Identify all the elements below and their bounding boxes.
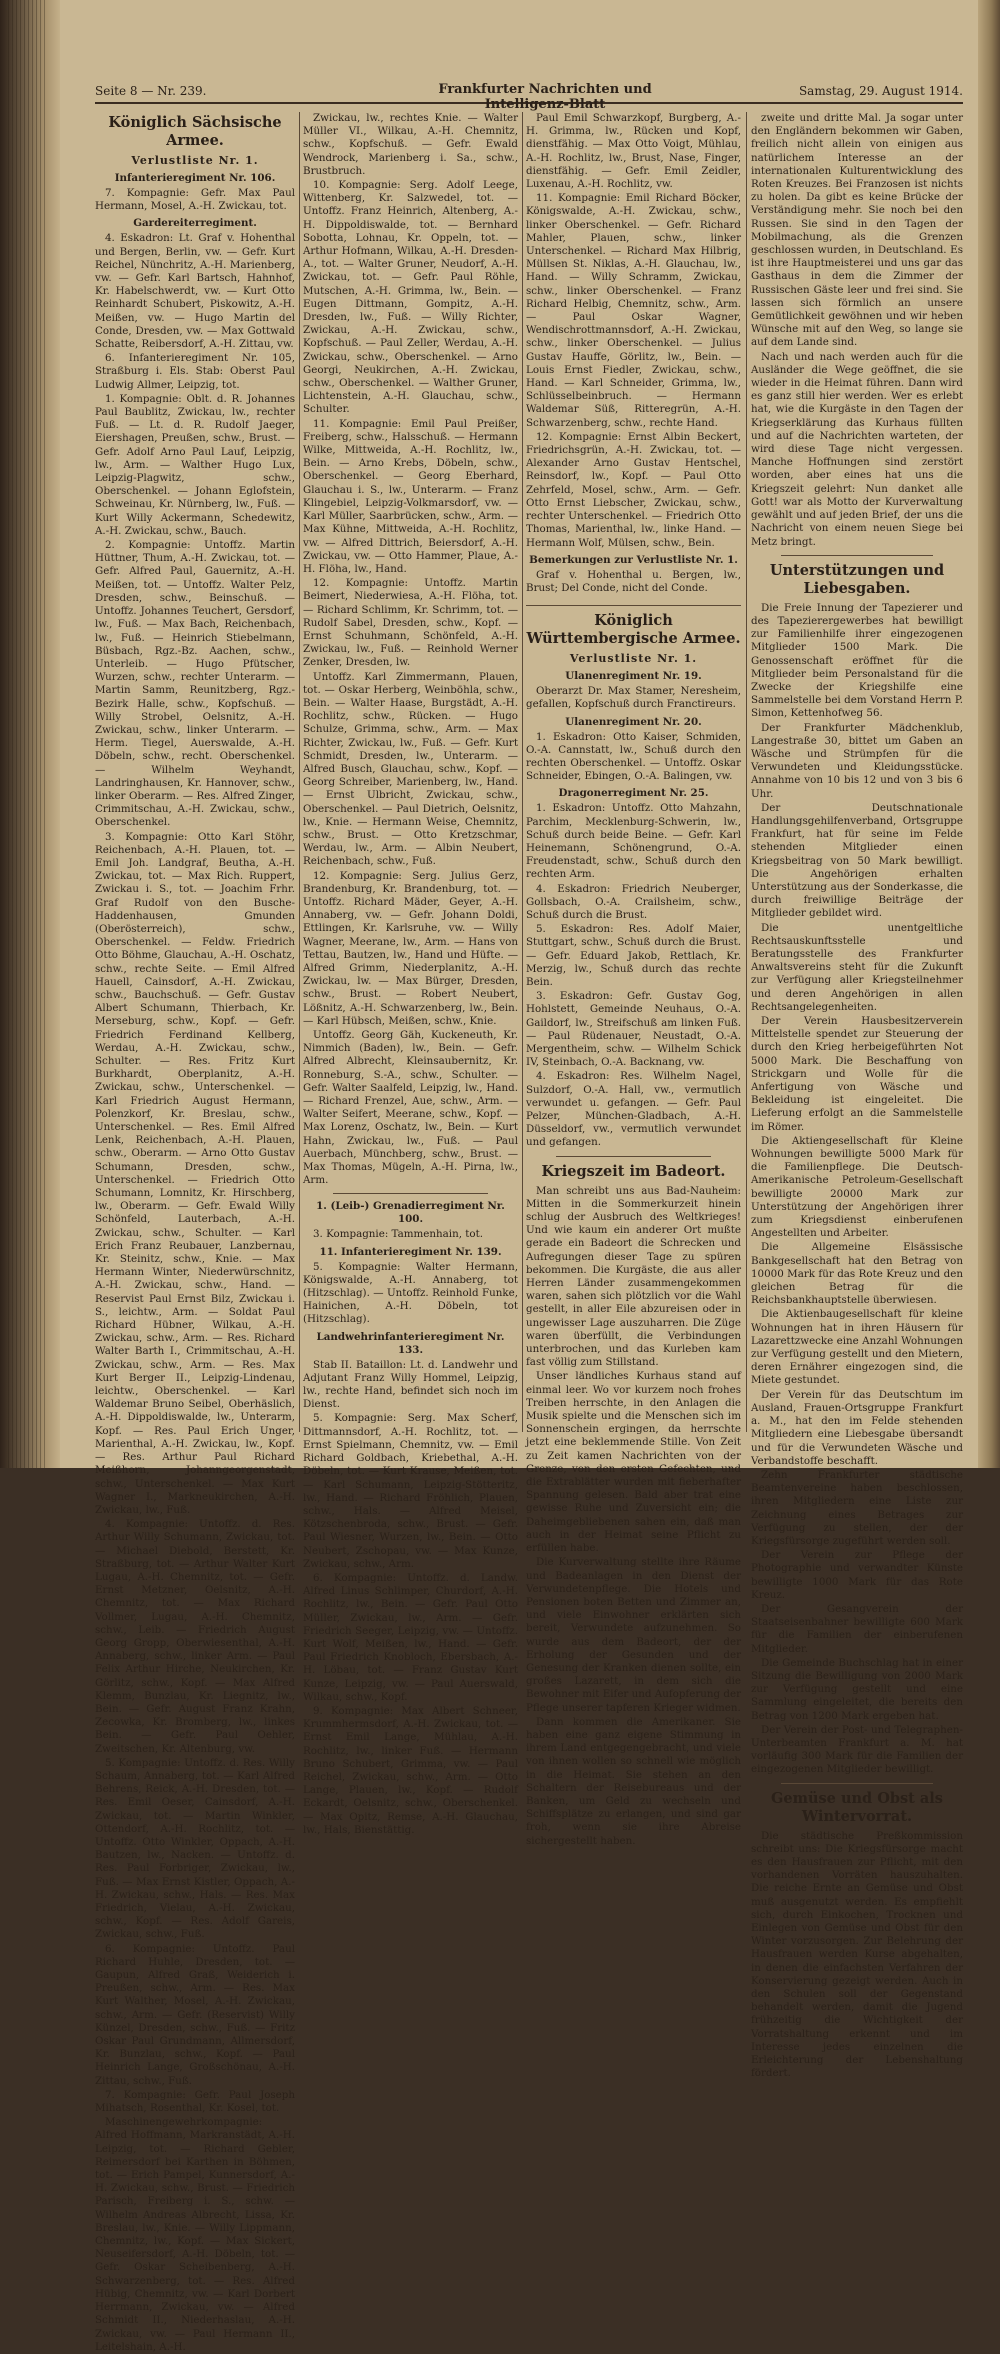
casualty-entry: 10. Kompagnie: Serg. Adolf Leege, Wittenberg, Kr. Salzwedel, tot. — Untoffz. Franz Heinrich, Altenberg, A.-H. Dippoldiswalde, tot. — Bernhard Sobotta, Lohnau, Kr. Oppeln, tot. — Arthur Hofmann, Wilkau, A.-H. Dresden-A., tot. — Walter Gruner, Neudorf, A.-H. Zwickau, tot. — Gefr. Paul Röhle, Mutschen, A.-H. Grimma, lw., Bein. — Eugen Dittmann, Gompitz, A.-H. Dresden, lw., Fuß. — Willy Richter, Zwickau, A.-H. Zwickau, schw., Kopfschuß. — Paul Zeller, Werdau, A.-H. Zwickau, schw., Oberschenkel. — Arno Georgi, Neukirchen, A.-H. Zwickau, schw., Oberschenkel. — Walther Gruner, Lichtenstein, A.-H. Glauchau, schw., Schulter.	[303, 179, 518, 416]
article-paragraph: Nach und nach werden auch für die Ausländer die Wege geöffnet, die sie wieder in die Heimat führen. Dann wird es ganz still hier werden. Wer es erlebt hat, wie die Kurgäste in den Tagen der Kriegserklärung das Kurhaus füllten und auf die Nachrichten warteten, der wird diese Tage nicht vergessen. Manche Hoffnungen sind zerstört worden, aber eines hat uns die Kriegszeit gelehrt: Nun danket alle Gott! war als Motto der Kurverwaltung gewählt und auf jeden Brief, der uns die Nachricht von einem neuen Siege bei Metz bringt.	[751, 350, 963, 548]
section-title: Königlich Württembergische Armee.	[526, 605, 741, 648]
article-paragraph: Die Kurverwaltung stellte ihre Räume und Badeanlagen in den Dienst der Verwundetenpflege. Die Hotels und Pensionen boten Betten und Zimmer an, und viele Einwohner erklärten sich bereit, Verwundete aufzunehmen. So wurde aus dem Badeort, der der Erholung der Gesunden und der Genesung der Kranken dienen sollte, ein großes Lazarett, in dem sich die Bewohner mit Eifer und Aufopferung der Pflege unserer tapferen Krieger widmen.	[526, 1556, 741, 1714]
article-paragraph: Die städtische Preßkommission schreibt uns: Die Kriegsfürsorge macht es den Hausfrauen zur Pflicht, mit den vorhandenen Vorräten hauszuhalten. Die reiche Ernte an Gemüse und Obst muß ausgenutzt werden. Es empfiehlt sich, durch Einkochen, Trocknen und Einlegen von Gemüse und Obst für den Winter vorzusorgen. Zur Belehrung der Hausfrauen werden Kurse abgehalten, in denen die einfachsten Verfahren der Konservierung gezeigt werden. Auch in den Schulen soll der Gegenstand behandelt werden, damit die Jugend frühzeitig die Wichtigkeit der Vorratshaltung erkennt und im Interesse jedes einzelnen die Erleichterung der Lebenshaltung fördert.	[751, 1829, 963, 2080]
divider	[781, 555, 933, 556]
article-paragraph: Der Verein für das Deutschtum im Ausland, Frauen-Ortsgruppe Frankfurt a. M., hat den im Felde stehenden Mitgliedern eine Liebesgabe übersandt und für die Verwundeten Wäsche und Verbandstoffe beschafft.	[751, 1388, 963, 1467]
divider	[556, 1156, 711, 1157]
casualty-entry: 5. Kompagnie: Untoffz. d. Res. Willy Schaum, Annaberg, tot. — Karl Alfred Behrens, Reick, A.-H. Dresden, tot. — Res. Emil Oeser, Cainsdorf, A.-H. Zwickau, tot. — Martin Winkler, Ottendorf, A.-H. Rochlitz, tot. — Untoffz. Otto Winkler, Oppach, A.-H. Bautzen, lw., Nacken. — Untoffz. d. Res. Paul Forbriger, Zwickau, lw., Fuß. — Max Ernst Kistler, Oppach, A.-H. Zwickau, schw., Hals. — Res. Max Friedrich, Vielau, A.-H. Zwickau, schw., Kopf. — Res. Adolf Gareis, Zwickau, schw., Fuß.	[95, 1756, 295, 1941]
casualty-entry: Stab II. Bataillon: Lt. d. Landwehr und Adjutant Franz Willy Hommel, Leipzig, lw., rechte Hand, befindet sich noch im Dienst.	[303, 1358, 518, 1411]
casualty-entry: 1. Eskadron: Otto Kaiser, Schmiden, O.-A. Cannstatt, lw., Schuß durch den rechten Oberschenkel. — Untoffz. Oskar Schneider, Ebingen, O.-A. Balingen, vw.	[526, 730, 741, 783]
casualty-entry: 6. Infanterieregiment Nr. 105, Straßburg i. Els. Stab: Oberst Paul Ludwig Allmer, Leipzig, tot.	[95, 352, 295, 391]
casualty-entry: 11. Kompagnie: Emil Paul Preißer, Freiberg, schw., Halsschuß. — Hermann Wilke, Mittweida, A.-H. Rochlitz, lw., Bein. — Arno Krebs, Döbeln, schw., Oberschenkel. — Georg Eberhard, Glauchau i. S., lw., Unterarm. — Franz Klingebiel, Leipzig-Volkmarsdorf, vw. — Karl Müller, Saarbrücken, schw., Arm. — Max Kühne, Mittweida, A.-H. Rochlitz, vw. — Alfred Dittrich, Beiersdorf, A.-H. Zwickau, vw. — Otto Hammer, Plaue, A.-H. Flöha, lw., Hand.	[303, 417, 518, 575]
casualty-entry: 12. Kompagnie: Ernst Albin Beckert, Friedrichsgrün, A.-H. Zwickau, tot. — Alexander Arno Gustav Hentschel, Reinsdorf, lw., Kopf. — Paul Otto Zehrfeld, Mosel, schw., Arm. — Gefr. Otto Ernst Liebscher, Zwickau, schw., rechter Unterschenkel. — Friedrich Otto Thomas, Marienthal, lw., linke Hand. — Hermann Wolf, Mülsen, schw., Bein.	[526, 430, 741, 549]
newspaper-title: Frankfurter Nachrichten und Intelligenz-Blatt	[438, 82, 652, 112]
article-title: Kriegszeit im Badeort.	[541, 1162, 726, 1180]
article-paragraph: Die Aktienbaugesellschaft für kleine Wohnungen hat in ihren Häusern für Lazarettzwecke eine Anzahl Wohnungen zur Verfügung gestellt und den Mietern, deren Ernährer eingezogen sind, die Miete gestundet.	[751, 1308, 963, 1387]
casualty-entry: 12. Kompagnie: Untoffz. Martin Beimert, Niederwiesa, A.-H. Flöha, tot. — Richard Schlimm, Kr. Schrimm, tot. — Rudolf Sabel, Dresden, schw., Kopf. — Ernst Schuhmann, Schönfeld, A.-H. Zwickau, lw., Fuß. — Reinhold Werner Zenker, Dresden, lw.	[303, 577, 518, 669]
casualty-entry: 4. Kompagnie: Untoffz. d. Res. Arthur Willy Schumann, Zwickau, tot. — Michael Diebold, Berstett, Kr. Straßburg, tot. — Arthur Walter Kurt Lugau, A.-H. Chemnitz, tot. — Gefr. Ernst Metzner, Oelsnitz, A.-H. Chemnitz, tot. — Max Richard Vollmer, Lugau, A.-H. Chemnitz, schw., Leib. — Friedrich August Georg Gropp, Oberwiesenthal, A.-H. Annaberg, schw., linker Arm. — Paul Felix Arthur Hirche, Neukirchen, Kr. Görlitz, schw., Kopf. — Max Alfred Klemm, Bunzlau, Kr. Liegnitz, lw., Bein. — Gefr. August Franz Krahn, Zecowka, Kr. Bromberg, lw., linkes Bein. — Gefr. Paul Oehler, Zweitschen, Kr. Altenburg, vw.	[95, 1518, 295, 1755]
column-3	[526, 112, 741, 1847]
casualty-entry: Paul Emil Schwarzkopf, Burgberg, A.-H. Grimma, lw., Rücken und Kopf, dienstfähig. — Max Otto Voigt, Mühlau, A.-H. Rochlitz, lw., Brust, Nase, Finger, dienstfähig. — Gefr. Emil Zeidler, Luxenau, A.-H. Rochlitz, vw.	[526, 112, 741, 191]
casualty-entry: 7. Kompagnie: Gefr. Paul Joseph Mihatsch, Rosenthal, Kr. Kosel, tot.	[95, 2088, 295, 2115]
regiment-heading: 11. Infanterieregiment Nr. 139.	[319, 1245, 502, 1258]
casualty-entry: 1. Kompagnie: Oblt. d. R. Johannes Paul Baublitz, Zwickau, lw., rechter Fuß. — Lt. d. R. Rudolf Jaeger, Eiershagen, Preußen, schw., Brust. — Gefr. Adolf Arno Paul Lauf, Leipzig, lw., Arm. — Walther Hugo Lux, Leipzig-Plagwitz, schw., Oberschenkel. — Johann Eglofstein, Schweinau, Kr. Nürnberg, lw., Fuß. — Kurt Willy Ackermann, Schedewitz, A.-H. Zwickau, schw., Bauch.	[95, 392, 295, 537]
casualty-entry: Untoffz. Karl Zimmermann, Plauen, tot. — Oskar Herberg, Weinböhla, schw., Bein. — Walter Haase, Burgstädt, A.-H. Rochlitz, schw., Rücken. — Hugo Schulze, Grimma, schw., Arm. — Max Richter, Zwickau, lw., Fuß. — Gefr. Kurt Schmidt, Dresden, lw., Unterarm. — Alfred Busch, Glauchau, schw., Kopf. — Georg Schreiber, Marienberg, lw., Hand. — Ernst Ulbricht, Zwickau, schw., Oberschenkel. — Paul Dietrich, Oelsnitz, lw., Knie. — Hermann Weise, Chemnitz, schw., Brust. — Otto Kretzschmar, Werdau, lw., Arm. — Albin Neubert, Reichenbach, schw., Fuß.	[303, 670, 518, 868]
column-4	[751, 112, 963, 2080]
casualty-entry: 6. Kompagnie: Untoffz. d. Landw. Alfred Linus Schlimper, Churdorf, A.-H. Rochlitz, lw., Bein. — Gefr. Paul Otto Müller, Zwickau, lw., Arm. — Gefr. Friedrich Seeger, Leipzig, vw. — Untoffz. Kurt Wolf, Meißen, lw., Hand. — Gefr. Paul Friedrich Knobloch, Ebersbach, A.-H. Löbau, tot. — Franz Gustav Kurt Kunze, Leipzig, vw. — Paul Auerswald, Wilkau, schw., Kopf.	[303, 1571, 518, 1703]
page-number: Seite 8 — Nr. 239.	[95, 84, 207, 98]
casualty-entry: 3. Eskadron: Gefr. Gustav Gog, Hohlstett, Gemeinde Neuhaus, O.-A. Gaildorf, lw., Streifschuß am linken Fuß. — Paul Rüdenauer, Neustadt, O.-A. Mergentheim, schw. — Wilhelm Schick IV, Steinbach, O.-A. Backnang, vw.	[526, 990, 741, 1069]
regiment-heading: Infanterieregiment Nr. 106.	[114, 172, 276, 184]
casualty-entry: 4. Eskadron: Lt. Graf v. Hohenthal und Bergen, Berlin, vw. — Gefr. Kurt Reichel, Nünchritz, A.-H. Marienberg, vw. — Gefr. Karl Bartsch, Hahnhof, Kr. Habelschwerdt, vw. — Kurt Otto Reinhardt Schubert, Piskowitz, A.-H. Meißen, vw. — Hugo Martin del Conde, Dresden, vw. — Max Gottwald Schatte, Reibersdorf, A.-H. Zittau, vw.	[95, 232, 295, 351]
casualty-entry: 3. Kompagnie: Tammenhain, tot.	[313, 1228, 484, 1241]
casualty-entry: 11. Kompagnie: Emil Richard Böcker, Königswalde, A.-H. Zwickau, schw., linker Oberschenkel. — Gefr. Richard Mahler, Plauen, schw., linker Unterschenkel. — Richard Max Hilbrig, Müllsen St. Niklas, A.-H. Glauchau, lw., Hand. — Willy Schramm, Zwickau, schw., linker Oberschenkel. — Franz Richard Helbig, Chemnitz, schw., Arm. — Paul Oskar Wagner, Wendischrottmannsdorf, A.-H. Zwickau, schw., linker Oberschenkel. — Julius Gustav Hauffe, Görlitz, lw., Bein. — Louis Ernst Fiedler, Zwickau, schw., Hand. — Karl Schneider, Grimma, lw., Schlüsselbeinbruch. — Hermann Waldemar Süß, Ritteregrün, A.-H. Schwarzenberg, schw., rechte Hand.	[526, 192, 741, 429]
column-1	[95, 112, 295, 2353]
regiment-heading: Ulanenregiment Nr. 19.	[565, 670, 702, 683]
regiment-heading: 1. (Leib-) Grenadierregiment Nr. 100.	[316, 1200, 505, 1226]
article-paragraph: Die unentgeltliche Rechtsauskunftsstelle und Beratungsstelle des Frankfurter Anwaltsvereins steht für die Zukunft zur Verfügung aller Kriegsteilnehmer und deren Angehörigen in allen Rechtsangelegenheiten.	[751, 921, 963, 1013]
casualty-entry: 6. Kompagnie: Untoffz. Paul Richard Huhle, Dresden, tot. — Gaupun, Alfred Graß, Weiderich i. Preußen, schw., Arm. — Res. Max Kurt Walther, Mosel, A.-H. Zwickau, schw., Arm. — Gefr. (Reservist) Willy Künzel, Dresden, schw., Fuß. — Fritz Oskar Paul Grundmann, Allmersdorf, Kr. Bunzlau, schw., Kopf. — Paul Heinrich Lange, Großschönau, A.-H. Zittau, schw., Fuß.	[95, 1942, 295, 2087]
regiment-heading: Ulanenregiment Nr. 20.	[565, 715, 702, 728]
section-subtitle: Verlustliste Nr. 1.	[569, 652, 698, 666]
casualty-entry: 5. Kompagnie: Serg. Max Scherf, Dittmannsdorf, A.-H. Rochlitz, tot. — Ernst Spielmann, Chemnitz, vw. — Emil Richard Goldbach, Kriebethal, A.-H. Döbeln, tot. — Kurt Krause, Meißen, tot. — Karl Schumann, Leipzig-Stötteritz, lw., Hand. — Richard Fröhlich, Plauen, schw., Hals. — Alfred Meisel, Kötzschenbroda, schw., Brust. — Gefr. Paul Wiesner, Wurzen, lw., Bein. — Otto Neubert, Zschopau, vw. — Max Kunze, Zwickau, schw., Arm.	[303, 1412, 518, 1570]
column-2	[303, 112, 518, 1836]
casualty-entry: Zwickau, lw., rechtes Knie. — Walter Müller VI., Wilkau, A.-H. Chemnitz, schw., Kopfschuß. — Gefr. Ewald Wendrock, Marienberg i. Sa., schw., Brustbruch.	[303, 112, 518, 177]
article-title: Gemüse und Obst als Wintervorrat.	[771, 1789, 943, 1825]
column-separator	[522, 112, 523, 1432]
casualty-entry: 1. Eskadron: Untoffz. Otto Mahzahn, Parchim, Mecklenburg-Schwerin, lw., Schuß durch beide Beine. — Gefr. Karl Heinemann, Schönengrund, O.-A. Freudenstadt, schw., Schuß durch den rechten Arm.	[526, 802, 741, 881]
column-separator	[746, 112, 747, 1432]
divider	[781, 1783, 933, 1784]
casualty-entry: 5. Eskadron: Res. Adolf Maier, Stuttgart, schw., Schuß durch die Brust. — Gefr. Eduard Jakob, Rettlach, Kr. Merzig, lw., Schuß durch das rechte Bein.	[526, 923, 741, 988]
article-paragraph: zweite und dritte Mal. Ja sogar unter den Engländern bekommen wir Gaben, freilich nicht allein von einigen aus natürlichem Interesse an der internationalen Kulturentwicklung des Roten Kreuzes. Bei Franzosen ist nichts zu holen. Da gibt es keine Brücke der Verständigung mehr. Sie noch bei den Russen. Sie sind in den Tagen der Mobilmachung, als die Grenzen geschlossen wurden, in Deutschland. Es ist ihre Hauptmeisterei und uns gar das Gasthaus in dem die Zimmer der Russischen Gäste leer und frei sind. Sie lassen sich förmlich an unsere Gemütlichkeit gewöhnen und wir heben Wünsche mit auf den Weg, so lange sie auf dem Lande sind.	[751, 112, 963, 349]
binding-page-edges	[8, 0, 48, 1468]
casualty-entry: Oberarzt Dr. Max Stamer, Neresheim, gefallen, Kopfschuß durch Franctireurs.	[526, 685, 741, 711]
article-paragraph: Die Aktiengesellschaft für Kleine Wohnungen bewilligte 5000 Mark für die Familienpflege. Die Deutsch-Amerikanische Petroleum-Gesellschaft bewilligte 20000 Mark zur Unterstützung der Angehörigen ihrer zum Kriegsdienst einberufenen Angestellten und Arbeiter.	[751, 1134, 963, 1240]
section-title: Königlich Sächsische Armee.	[108, 114, 282, 149]
casualty-entry: 4. Eskadron: Friedrich Neuberger, Gollsbach, O.-A. Crailsheim, schw., Schuß durch die Brust.	[526, 882, 741, 921]
page-header	[95, 80, 963, 112]
article-paragraph: Die Allgemeine Elsässische Bankgesellschaft hat den Betrag von 10000 Mark für das Rote Kreuz und den gleichen Betrag für die Reichsbankhauptstelle überwiesen.	[751, 1241, 963, 1307]
casualty-entry: Untoffz. Georg Gäh, Kuckeneuth, Kr. Nimmich (Baden), lw., Bein. — Gefr. Alfred Albrecht, Kleinsaubernitz, Kr. Ronneburg, S.-A., schw., Schulter. — Gefr. Walter Saalfeld, Leipzig, lw., Hand. — Richard Frenzel, Aue, schw., Arm. — Walter Seifert, Meerane, schw., Kopf. — Max Lorenz, Oschatz, lw., Bein. — Kurt Hahn, Zwickau, lw., Fuß. — Paul Auerbach, Münchberg, schw., Brust. — Max Thomas, Mügeln, A.-H. Pirna, lw., Arm.	[303, 1029, 518, 1187]
section-subtitle: Verlustliste Nr. 1.	[131, 154, 259, 167]
article-paragraph: Die Gemeinde Buchschlag hat in einer Sitzung die Bewilligung von 2000 Mark zur Verfügung gestellt und eine Sammlung eingeleitet, die bereits den Betrag von 1200 Mark ergeben hat.	[751, 1656, 963, 1722]
column-separator	[299, 112, 300, 1432]
article-paragraph: Der Deutschnationale Handlungsgehilfenverband, Ortsgruppe Frankfurt, hat für seine im Felde stehenden Mitglieder einen Kriegsbeitrag von 50 Mark bewilligt. Die Angehörigen erhalten Unterstützung aus der Sonderkasse, die durch freiwillige Beiträge der Mitglieder gebildet wird.	[751, 801, 963, 920]
casualty-entry: Maschinengewehrkompagnie: Alfred Hoffmann, Markranstädt, A.-H. Leipzig, tot. — Richard Gebler, Reimersdorf bei Karthen in Böhmen, tot. — Erich Pampel, Kunnersdorf, A.-H. Zwickau, schw., Brust. — Friedrich Parisch, Freiberg i. S., schw. — Wilhelm Andreas Albrecht, Lissa, Kr. Breslau, lw., Knie. — Willy Lippmann, Chemnitz, lw., Kopf. — Max Sickert, Neuseifersdorf, A.-H. Döbeln, tot. — Gefr. Oskar Scheibenberg, A.-H. Schwarzenberg, tot. — Res. Alfred Hübig, Chemnitz, vw. — Karl Dorbert Herrmann, Zwickau, vw. — Alfred Schmidt II., Niederhaslau, A.-H. Zwickau, vw. — Paul Hermann II., Leitelshain, A.-H.	[95, 2116, 295, 2353]
issue-date: Samstag, 29. August 1914.	[798, 84, 963, 98]
article-paragraph: Der Verein Hausbesitzerverein Mittelstelle spendet zur Steuerung der durch den Krieg herbeigeführten Not 5000 Mark. Die Beschaffung von Strickgarn und Wolle für die Anfertigung von Wäsche und Bekleidung ist eingeleitet. Die Lieferung erfolgt an die Sammelstelle im Römer.	[751, 1015, 963, 1133]
casualty-entry: 12. Kompagnie: Serg. Julius Gerz, Brandenburg, Kr. Brandenburg, tot. — Untoffz. Richard Mäder, Geyer, A.-H. Annaberg, vw. — Gefr. Johann Doldi, Ettlingen, Kr. Karlsruhe, vw. — Willy Wagner, Meerane, lw., Arm. — Hans von Tettau, Bautzen, lw., Hand und Hüfte. — Alfred Grimm, Niederplanitz, A.-H. Zwickau, lw. — Max Bürger, Dresden, schw., Brust. — Robert Neubert, Lößnitz, A.-H. Schwarzenberg, lw., Bein. — Karl Hübsch, Meißen, schw., Knie.	[303, 869, 518, 1027]
regiment-heading: Landwehrinfanterieregiment Nr. 133.	[316, 1330, 505, 1356]
casualty-entry: 7. Kompagnie: Gefr. Max Paul Hermann, Mosel, A.-H. Zwickau, tot.	[95, 187, 295, 213]
book-binding	[0, 0, 60, 1468]
casualty-entry: 4. Eskadron: Res. Wilhelm Nagel, Sulzdorf, O.-A. Hall, vw., vermutlich verwundet u. gefangen. — Gefr. Paul Pelzer, München-Gladbach, A.-H. Düsseldorf, vw., vermutlich verwundet und gefangen.	[526, 1070, 741, 1149]
regiment-heading: Dragonerregiment Nr. 25.	[558, 787, 709, 800]
article-title: Unterstützungen und Liebesgaben.	[769, 561, 945, 597]
divider	[333, 1193, 488, 1194]
remarks-heading: Bemerkungen zur Verlustliste Nr. 1.	[529, 553, 738, 566]
article-paragraph: Der Verein zur Pflege der Photographie und verwandter Künste bewilligte 1000 Mark für das Rote Kreuz.	[751, 1549, 963, 1601]
article-paragraph: Die Freie Innung der Tapezierer und des Tapezierergewerbes hat bewilligt zur Familienhilfe ihrer eingezogenen Mitglieder 1500 Mark. Die Genossenschaft eröffnet für die Mitglieder beim Personalstand für die Zwecke der Kriegshilfe eine Sammelstelle bei dem Vorstand Herrn P. Simon, Kettenhofweg 56.	[751, 601, 963, 720]
article-paragraph: Unser ländliches Kurhaus stand auf einmal leer. Wo vor kurzem noch frohes Treiben herrschte, in den Anlagen die Musik spielte und die Menschen sich im Sonnenschein ergingen, da herrschte jetzt eine beklemmende Stille. Von Zeit zu Zeit kamen Nachrichten von der Grenze, von den ersten Gefechten, und die Extrablätter wurden mit fieberhafter Spannung gelesen. Bald aber trat eine gewisse Ruhe und Zuversicht ein; die Daheimgebliebenen sahen ein, daß man auch in der Heimat seine Pflicht zu erfüllen habe.	[526, 1370, 741, 1555]
page-right-edge	[978, 0, 1000, 1468]
casualty-entry: 2. Kompagnie: Untoffz. Martin Hüttner, Thum, A.-H. Zwickau, tot. — Gefr. Alfred Paul, Gauernitz, A.-H. Meißen, tot. — Untoffz. Walter Pelz, Dresden, schw., Beinschuß. — Untoffz. Johannes Teuchert, Gersdorf, lw., Fuß. — Max Bach, Reichenbach, lw., Fuß. — Heinrich Stiebelmann, Büsbach, Rgz.-Bz. Aachen, schw., Unterleib. — Hugo Pfütscher, Wurzen, schw., rechter Unterarm. — Martin Samm, Reunitzberg, Rgz.-Bezirk Halle, schw., Kopfschuß. — Willy Strobel, Oelsnitz, A.-H. Zwickau, schw., linker Unterarm. — Herm. Tiegel, Auerswalde, A.-H. Döbeln, schw., recht. Oberschenkel. — Wilhelm Weyhandt, Landringhausen, Kr. Hannover, schw., linker Oberarm. — Res. Alfred Zinger, Crimmitschau, A.-H. Zwickau, schw., Oberschenkel.	[95, 539, 295, 829]
regiment-heading: Gardereiterregiment.	[133, 217, 257, 230]
casualty-entry: 3. Kompagnie: Otto Karl Stöhr, Reichenbach, A.-H. Plauen, tot. — Emil Joh. Landgraf, Beutha, A.-H. Zwickau, tot. — Max Rich. Ruppert, Zwickau i. S., tot. — Joachim Frhr. Graf Rudolf von den Busche-Haddenhausen, Gmunden (Oberösterreich), schw., Oberschenkel. — Feldw. Friedrich Otto Böhme, Glauchau, A.-H. Oschatz, schw., rechte Seite. — Emil Alfred Hauell, Cainsdorf, A.-H. Zwickau, schw., Bauchschuß. — Gefr. Gustav Albert Schumann, Thierbach, Kr. Merseburg, schw., Kopf. — Gefr. Friedrich Ferdinand Kellberg, Werdau, A.-H. Zwickau, schw., Schulter. — Res. Fritz Kurt Burkhardt, Oberplanitz, A.-H. Zwickau, schw., Unterschenkel. — Karl Friedrich August Hermann, Polenzkorf, Kr. Breslau, schw., Unterschenkel. — Res. Emil Alfred Lenk, Reichenbach, A.-H. Plauen, schw., Oberarm. — Arno Otto Gustav Schumann, Dresden, schw., Unterschenkel. — Friedrich Otto Schumann, Lomnitz, Kr. Hirschberg, lw., Oberarm. — Gefr. Ewald Willy Schönfeld, Lauterbach, A.-H. Zwickau, schw., Schulter. — Karl Erich Franz Reubauer, Lanzbernau, Kr. Steinitz, schw., Knie. — Max Hermann Winter, Niederwürschnitz, A.-H. Zwickau, schw., Hand. — Reservist Paul Ernst Bilz, Zwickau i. S., leichtw., Arm. — Soldat Paul Richard Hübner, Wilkau, A.-H. Zwickau, schw., Arm. — Res. Richard Walter Barth I., Crimmitschau, A.-H. Zwickau, schw., Arm. — Res. Max Kurt Berger II., Leipzig-Lindenau, leichtw., Oberschenkel. — Karl Waldemar Bruno Seibel, Oberhäslich, A.-H. Dippoldiswalde, lw., Unterarm, Kopf. — Res. Paul Erich Unger, Marienthal, A.-H. Zwickau, lw., Kopf. — Res. Arthur Paul Richard Meißhorn, Johanngeorgenstadt, schw., Unterschenkel. — Max Kurt Wagner I., Markneukirchen, A.-H. Zwickau, lw., Fuß.	[95, 830, 295, 1516]
article-paragraph: Der Gesangverein der Staatseisenbahner bewilligte 600 Mark für die Familien der einberufenen Mitglieder.	[751, 1602, 963, 1655]
article-paragraph: Man schreibt uns aus Bad-Nauheim: Mitten in die Sommerkurzeit hinein schlug der Ausbruch des Weltkrieges! Und wie kaum ein anderer Ort mußte gerade ein Badeort die Schrecken und Aufregungen dieser Tage zu spüren bekommen. Die Kurgäste, die aus aller Herren Länder zusammengekommen waren, sahen sich plötzlich vor die Wahl gestellt, in aller Eile abzureisen oder in ungewisser Lage auszuharren. Die Züge waren überfüllt, die Verbindungen unterbrochen, und das Kurleben kam fast völlig zum Stillstand.	[526, 1184, 741, 1369]
casualty-entry: 9. Kompagnie: Max Albert Schneer, Krummhermsdorf, A.-H. Zwickau, tot. — Ernst Emil Lange, Mühlau, A.-H. Rochlitz, lw., linker Fuß. — Hermann Bruno Schubert, Grimma, vw. — Paul Reichel, Zwickau, schw., Arm. — Otto Lange, Plauen, lw., Kopf. — Rudolf Eckardt, Oelsnitz, schw., Oberschenkel. — Max Opitz, Remse, A.-H. Glauchau, lw., Hals, Bienstättig.	[303, 1704, 518, 1836]
casualty-entry: 5. Kompagnie: Walter Hermann, Königswalde, A.-H. Annaberg, tot (Hitzschlag). — Untoffz. Reinhold Funke, Hainichen, A.-H. Döbeln, tot (Hitzschlag).	[303, 1260, 518, 1326]
article-paragraph: Dann kommen die Amerikaner. Sie haben eine ganz eigene Stimmung in ihrem Land entgegengebracht, und viele von ihnen wollen so schnell wie möglich in die Heimat. Sie stehen an den Schaltern der Reisebureaus und der Banken, um Geld zu wechseln und Schiffsplätze zu erlangen, und sind gar froh, wenn sie ihre Abreise sichergestellt haben.	[526, 1715, 741, 1847]
remarks-entry: Graf v. Hohenthal u. Bergen, lw., Brust; Del Conde, nicht del Conde.	[526, 568, 741, 594]
article-paragraph: Zehn Frankfurter städtische Beamtenvereine haben beschlossen, ihren Mitgliedern eine Liste zur Zeichnung eines Betrages zur Verfügung zu stellen, der der Kriegsfürsorge zugeführt werden soll.	[751, 1468, 963, 1547]
article-paragraph: Der Frankfurter Mädchenklub, Langestraße 30, bittet um Gaben an Wäsche und Strümpfen für die Verwundeten und Kleidungsstücke. Annahme von 10 bis 12 und von 3 bis 6 Uhr.	[751, 721, 963, 800]
article-paragraph: Der Verein der Post- und Telegraphen-Unterbeamten Frankfurt a. M. hat vorläufig 300 Mark für die Familien der eingezogenen Mitglieder bewilligt.	[751, 1723, 963, 1776]
